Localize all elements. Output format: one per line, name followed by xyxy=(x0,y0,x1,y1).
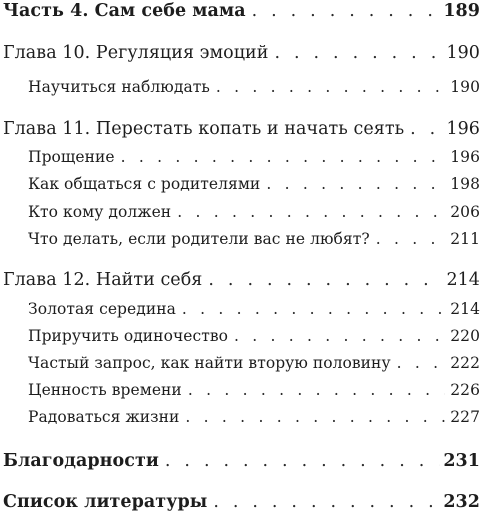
toc-entry-bibliography xyxy=(0,492,484,518)
leader-dots xyxy=(252,1,441,21)
leader-dots xyxy=(274,43,443,63)
leader-dots xyxy=(188,381,445,399)
leader-dots xyxy=(397,354,445,372)
toc-entry-title: Что делать, если родители вас не любят? xyxy=(28,230,370,248)
leader-dots xyxy=(182,300,445,318)
toc-entry-page: 222 xyxy=(450,354,480,372)
leader-dots xyxy=(216,78,445,96)
toc-entry-part-4 xyxy=(0,1,484,27)
leader-dots xyxy=(165,451,440,471)
toc-entry-page: 190 xyxy=(446,43,480,63)
leader-dots xyxy=(185,408,445,426)
toc-entry-section xyxy=(0,300,484,326)
toc-entry-title: Глава 11. Перестать копать и начать сеять xyxy=(3,119,405,139)
toc-entry-title: Кто кому должен xyxy=(28,203,172,221)
leader-dots xyxy=(177,203,445,221)
toc-entry-page: 206 xyxy=(450,203,480,221)
leader-dots xyxy=(208,270,443,290)
toc-entry-chapter-10 xyxy=(0,43,484,69)
toc-entry-section xyxy=(0,175,484,201)
toc-entry-title: Частый запрос, как найти вторую половину xyxy=(28,354,391,372)
toc-entry-title: Как общаться с родителями xyxy=(28,175,261,193)
toc-entry-page: 196 xyxy=(450,148,480,166)
toc-entry-page: 226 xyxy=(450,381,480,399)
leader-dots xyxy=(234,327,445,345)
toc-entry-title: Часть 4. Сам себе мама xyxy=(3,1,246,21)
toc-entry-title: Золотая середина xyxy=(28,300,176,318)
toc-entry-section xyxy=(0,354,484,380)
toc-entry-title: Радоваться жизни xyxy=(28,408,180,426)
leader-dots xyxy=(376,230,445,248)
toc-entry-acknowledgements xyxy=(0,451,484,477)
toc-entry-section xyxy=(0,78,484,104)
toc-entry-title: Приручить одиночество xyxy=(28,327,228,345)
toc-entry-title: Благодарности xyxy=(3,451,159,471)
toc-entry-page: 198 xyxy=(450,175,480,193)
leader-dots xyxy=(266,175,445,193)
toc-entry-title: Список литературы xyxy=(3,492,208,512)
toc-entry-section xyxy=(0,408,484,434)
toc-entry-page: 227 xyxy=(450,408,480,426)
toc-entry-section xyxy=(0,327,484,353)
leader-dots xyxy=(213,492,440,512)
toc-entry-title: Прощение xyxy=(28,148,115,166)
toc-entry-page: 232 xyxy=(443,492,480,512)
leader-dots xyxy=(410,119,443,139)
toc-entry-page: 211 xyxy=(450,230,480,248)
toc-entry-page: 214 xyxy=(450,300,480,318)
toc-entry-section xyxy=(0,381,484,407)
toc-entry-page: 231 xyxy=(443,451,480,471)
toc-entry-page: 214 xyxy=(446,270,480,290)
toc-entry-title: Научиться наблюдать xyxy=(28,78,210,96)
toc-entry-section xyxy=(0,148,484,174)
toc-entry-page: 220 xyxy=(450,327,480,345)
toc-entry-title: Глава 10. Регуляция эмоций xyxy=(3,43,269,63)
toc-entry-page: 189 xyxy=(443,1,480,21)
leader-dots xyxy=(121,148,445,166)
toc-entry-chapter-12 xyxy=(0,270,484,296)
toc-entry-chapter-11 xyxy=(0,119,484,145)
toc-entry-title: Глава 12. Найти себя xyxy=(3,270,203,290)
toc-entry-page: 190 xyxy=(450,78,480,96)
toc-entry-section xyxy=(0,230,484,256)
toc-entry-section xyxy=(0,203,484,229)
toc-entry-page: 196 xyxy=(446,119,480,139)
toc-entry-title: Ценность времени xyxy=(28,381,182,399)
